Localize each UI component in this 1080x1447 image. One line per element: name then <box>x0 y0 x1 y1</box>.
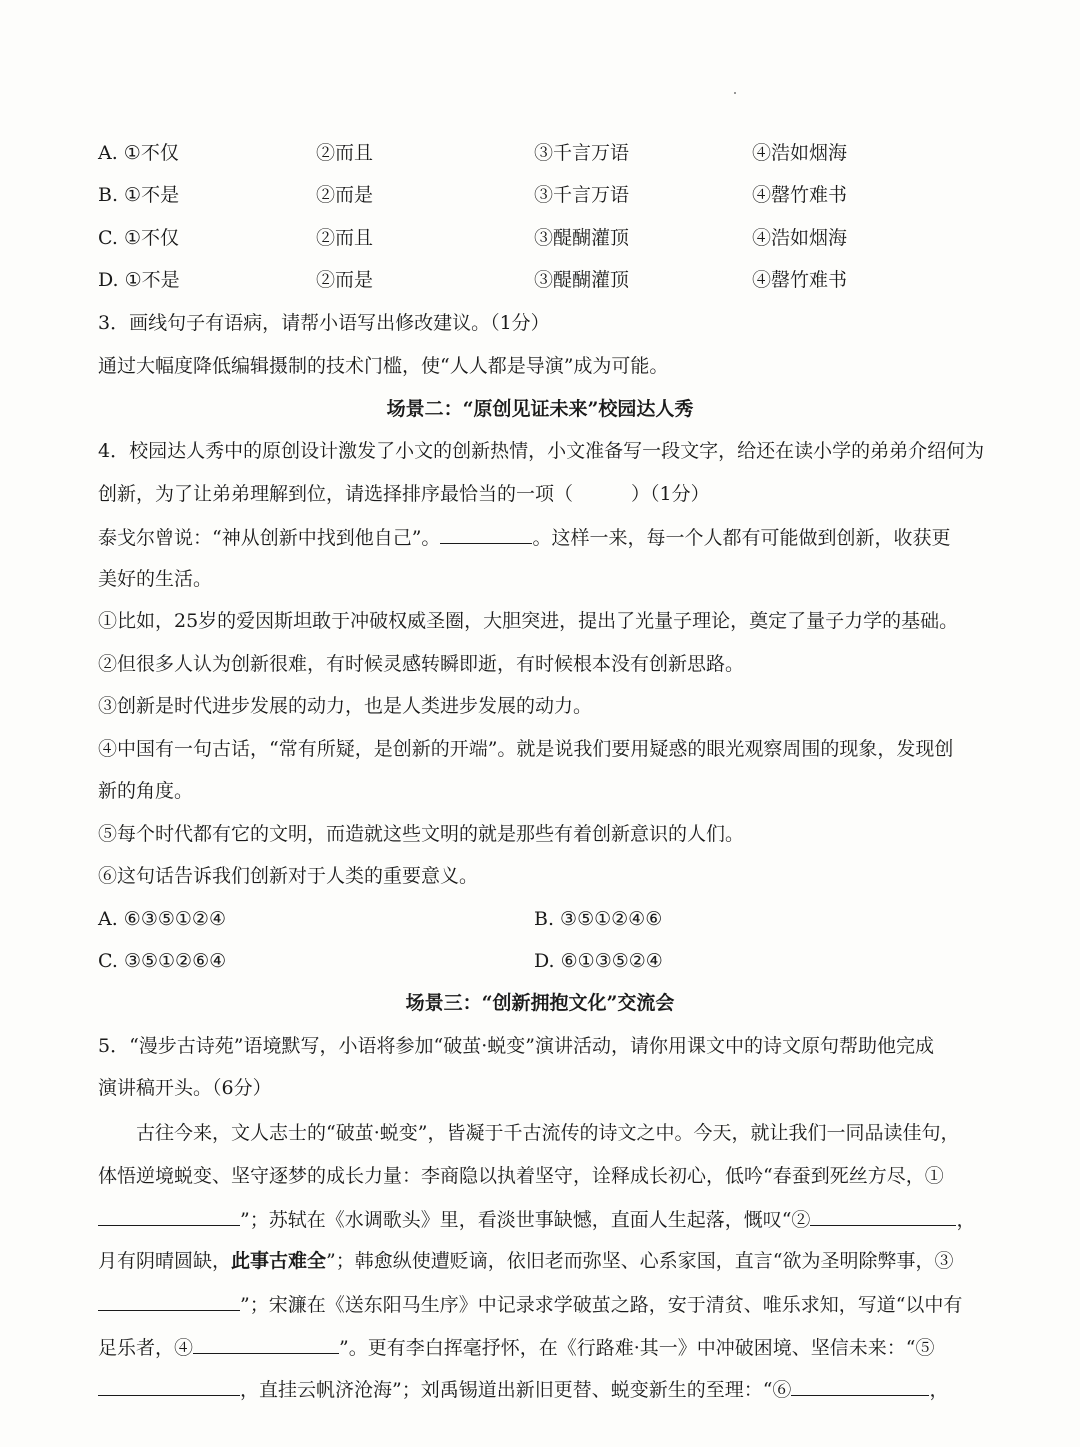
q4-option-b: B. ③⑤①②④⑥ <box>534 908 663 930</box>
blank-5[interactable] <box>98 1375 240 1396</box>
option-b-col4: ④罄竹难书 <box>752 184 848 206</box>
question-5-line2: 演讲稿开头。（6分） <box>98 1077 272 1099</box>
option-c-col1: C. ①不仅 <box>98 227 179 249</box>
option-d-col3: ③醍醐灌顶 <box>534 269 630 291</box>
speech-line6-text-b: ”。更有李白挥毫抒怀，在《行路难·其一》中冲破困境、坚信未来：“⑤ <box>339 1337 935 1359</box>
option-a-col3: ③千言万语 <box>534 142 630 164</box>
scene-2-title: 场景二：“原创见证未来”校园达人秀 <box>386 398 694 420</box>
question-4-line2 <box>98 481 710 507</box>
sentence-6: ⑥这句话告诉我们创新对于人类的重要意义。 <box>98 865 479 887</box>
option-b-col3: ③千言万语 <box>534 184 630 206</box>
question-3-sentence: 通过大幅度降低编辑摄制的技术门槛，使“人人都是导演”成为可能。 <box>98 355 669 377</box>
option-c-col4: ④浩如烟海 <box>752 227 848 249</box>
speech-line3-comma: ， <box>956 1209 976 1231</box>
speech-line7-text: ，直挂云帆济沧海”；刘禹锡道出新旧更替、蜕变新生的至理：“⑥ <box>240 1379 792 1401</box>
blank-2[interactable] <box>810 1205 956 1226</box>
speech-line4 <box>98 1248 953 1274</box>
speech-line3 <box>98 1205 975 1233</box>
scan-dot <box>734 92 736 94</box>
speech-line6 <box>98 1333 934 1361</box>
q4-option-a: A. ⑥③⑤①②④ <box>98 908 226 930</box>
speech-line6-text-a: 足乐者，④ <box>98 1337 194 1359</box>
option-b-col2: ②而是 <box>316 184 374 206</box>
blank-1[interactable] <box>98 1205 240 1226</box>
option-a-col1: A. ①不仅 <box>98 142 179 164</box>
passage-blank[interactable] <box>440 523 532 544</box>
question-4-passage-line1 <box>98 523 950 551</box>
option-a-col2: ②而且 <box>316 142 374 164</box>
speech-line5-text: ”；宋濂在《送东阳马生序》中记录求学破茧之路，安于清贫、唯乐求知，写道“以中有 <box>240 1294 963 1316</box>
option-b-col1: B. ①不是 <box>98 184 180 206</box>
speech-line2: 体悟逆境蜕变、坚守逐梦的成长力量：李商隐以执着坚守，诠释成长初心，低吟“春蚕到死丝方尽，① <box>98 1165 944 1187</box>
sentence-4a: ④中国有一句古话，“常有所疑，是创新的开端”。就是说我们要用疑惑的眼光观察周围的现象，发现创 <box>98 738 954 760</box>
speech-line5 <box>98 1290 962 1318</box>
question-4-line2-text: 创新，为了让弟弟理解到位，请选择排序最恰当的一项（ <box>98 483 574 505</box>
speech-line4-bold: 此事古难全 <box>231 1250 327 1272</box>
sentence-4b: 新的角度。 <box>98 780 194 802</box>
speech-line7 <box>98 1375 948 1403</box>
blank-3[interactable] <box>98 1290 240 1311</box>
question-4-passage-line2: 美好的生活。 <box>98 568 213 590</box>
passage-text-b: 。这样一来，每一个人都有可能做到创新，收获更 <box>532 527 951 549</box>
q4-option-d: D. ⑥①③⑤②④ <box>534 950 663 972</box>
option-a-col4: ④浩如烟海 <box>752 142 848 164</box>
sentence-1: ①比如，25岁的爱因斯坦敢于冲破权威圣圈，大胆突进，提出了光量子理论，奠定了量子力学的基础。 <box>98 610 959 632</box>
blank-4[interactable] <box>193 1333 339 1354</box>
option-c-col3: ③醍醐灌顶 <box>534 227 630 249</box>
question-4-line1: 4．校园达人秀中的原创设计激发了小文的创新热情，小文准备写一段文字，给还在读小学的弟弟介绍何为 <box>98 440 985 462</box>
question-5-line1: 5．“漫步古诗苑”语境默写，小语将参加“破茧·蜕变”演讲活动，请你用课文中的诗文原句帮助他完成 <box>98 1035 934 1057</box>
question-4-score: ）（1分） <box>631 483 710 505</box>
speech-line4-text-b: ”；韩愈纵使遭贬谪，依旧老而弥坚、心系家国，直言“欲为圣明除弊事，③ <box>326 1250 954 1272</box>
option-d-col2: ②而是 <box>316 269 374 291</box>
sentence-3: ③创新是时代进步发展的动力，也是人类进步发展的动力。 <box>98 695 593 717</box>
option-d-col4: ④罄竹难书 <box>752 269 848 291</box>
passage-text-a: 泰戈尔曾说：“神从创新中找到他自己”。 <box>98 527 441 549</box>
speech-line3-text: ”；苏轼在《水调歌头》里，看淡世事缺憾，直面人生起落，慨叹“② <box>240 1209 811 1231</box>
option-d-col1: D. ①不是 <box>98 269 180 291</box>
blank-6[interactable] <box>791 1375 929 1396</box>
q4-option-c: C. ③⑤①②⑥④ <box>98 950 227 972</box>
sentence-2: ②但很多人认为创新很难，有时候灵感转瞬即逝，有时候根本没有创新思路。 <box>98 653 745 675</box>
scene-3-title: 场景三：“创新拥抱文化”交流会 <box>405 992 675 1014</box>
speech-line7-comma: ， <box>929 1379 949 1401</box>
speech-line4-text-a: 月有阴晴圆缺， <box>98 1250 232 1272</box>
question-3: 3．画线句子有语病，请帮小语写出修改建议。（1分） <box>98 312 550 334</box>
sentence-5: ⑤每个时代都有它的文明，而造就这些文明的就是那些有着创新意识的人们。 <box>98 823 745 845</box>
option-c-col2: ②而且 <box>316 227 374 249</box>
speech-line1: 古往今来，文人志士的“破茧·蜕变”，皆凝于千古流传的诗文之中。今天，就让我们一同品读佳句， <box>136 1122 960 1144</box>
